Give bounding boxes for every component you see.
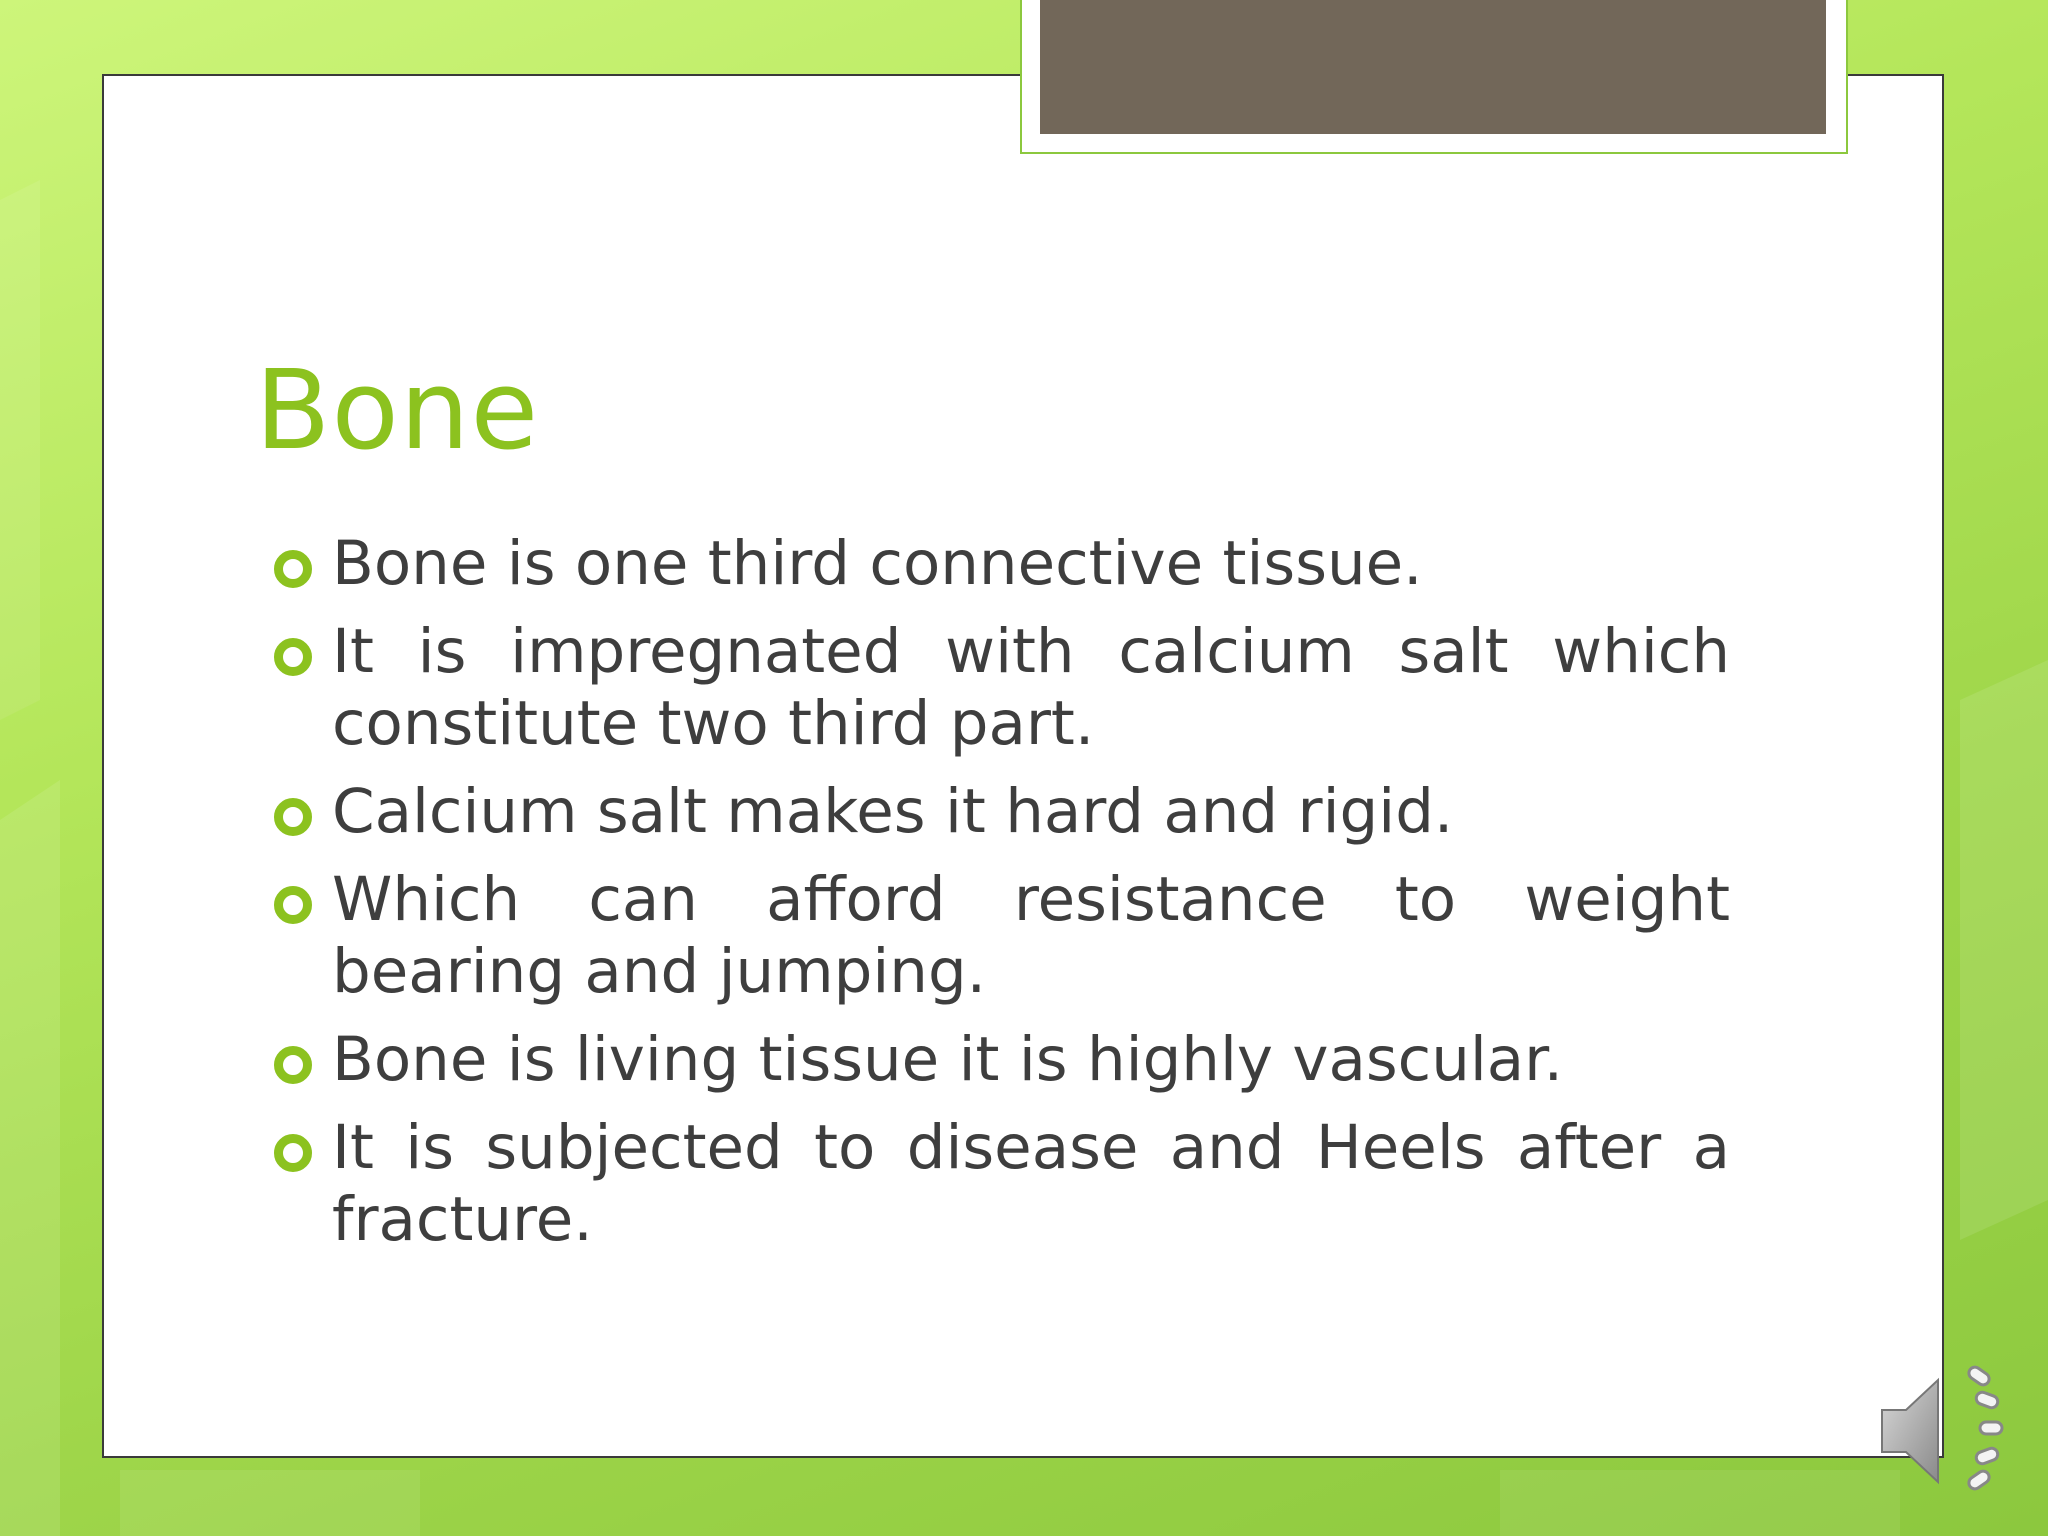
bullet-text: Calcium salt makes it hard and rigid.	[332, 776, 1454, 847]
bullet-ring-icon	[274, 1134, 312, 1172]
top-decorative-tab	[1040, 0, 1826, 134]
bullet-item	[270, 1112, 1730, 1256]
bullet-text: Bone is living tissue it is highly vascular.	[332, 1024, 1564, 1095]
speaker-icon[interactable]	[1876, 1364, 2016, 1494]
bullet-text: Bone is one third connective tissue.	[332, 528, 1423, 599]
bullet-item	[270, 616, 1730, 760]
bullet-item	[270, 776, 1730, 848]
bullet-item	[270, 864, 1730, 1008]
bullet-text: It is impregnated with calcium salt which constitute two third part.	[332, 616, 1730, 759]
bullet-ring-icon	[274, 886, 312, 924]
bullet-text: Which can afford resistance to weight bearing and jumping.	[332, 864, 1730, 1007]
bullet-text: It is subjected to disease and Heels after a fracture.	[332, 1112, 1730, 1255]
bullet-ring-icon	[274, 798, 312, 836]
bullet-item	[270, 528, 1730, 600]
bullet-ring-icon	[274, 638, 312, 676]
bullet-ring-icon	[274, 550, 312, 588]
bullet-item	[270, 1024, 1730, 1096]
bullet-list	[270, 528, 1730, 1272]
bullet-ring-icon	[274, 1046, 312, 1084]
slide-title: Bone	[255, 346, 540, 474]
